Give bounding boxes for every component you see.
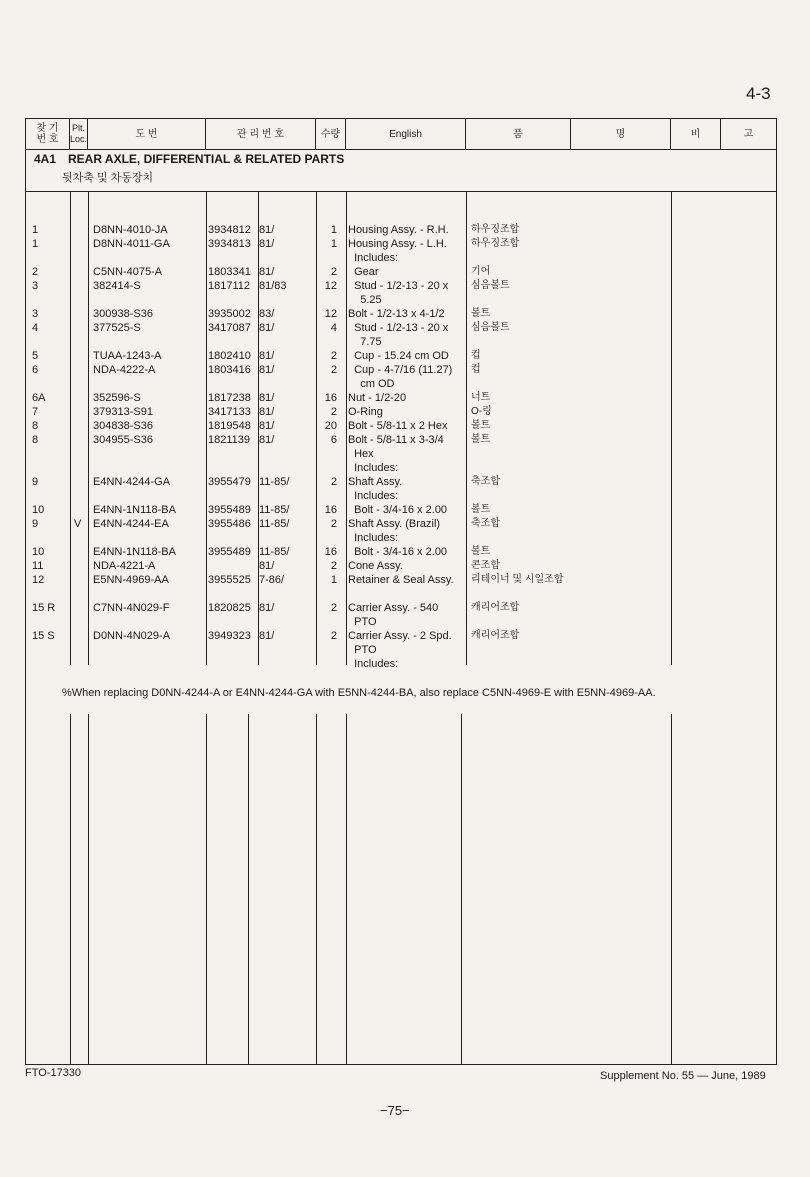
table-row [26, 629, 776, 643]
header-drawing-no: 도 번 [88, 119, 206, 149]
cell-qty: 20 [324, 420, 337, 432]
cell-mng: 1802410 [208, 350, 251, 362]
cell-qty: 16 [324, 392, 337, 404]
cell-part: 304838-S36 [93, 420, 153, 432]
cell-qty: 16 [324, 504, 337, 516]
cell-kr: 볼트 [471, 504, 491, 515]
cell-mng: 3955489 [208, 504, 251, 516]
cell-date: 81/ [259, 322, 275, 334]
cell-part: D8NN-4011-GA [93, 238, 170, 250]
cell-en: 5.25 [348, 294, 382, 306]
table-row [26, 279, 776, 293]
cell-qty: 12 [324, 308, 337, 320]
cell-part: TUAA-1243-A [93, 350, 162, 362]
cell-mng: 3949323 [208, 630, 251, 642]
cell-qty: 1 [330, 238, 337, 250]
cell-mng: 3935002 [208, 308, 251, 320]
section-divider [26, 191, 776, 192]
cell-qty: 2 [330, 560, 337, 572]
cell-en: PTO [348, 616, 377, 628]
page-number: 4-3 [746, 84, 771, 103]
cell-kr: 볼트 [471, 434, 491, 445]
cell-part: 300938-S36 [93, 308, 153, 320]
header-remark-1: 비 [671, 119, 721, 149]
cell-date: 11-85/ [259, 518, 290, 530]
cell-en: Includes: [348, 252, 399, 264]
cell-part: NDA-4221-A [93, 560, 156, 572]
cell-en: Nut - 1/2-20 [348, 392, 407, 404]
cell-no: 11 [32, 560, 44, 572]
section-code: 4A1 [34, 152, 57, 166]
cell-qty: 2 [330, 518, 337, 530]
cell-kr: 컵 [471, 350, 481, 361]
cell-en: Bolt - 3/4-16 x 2.00 [348, 546, 448, 558]
table-row [26, 223, 776, 237]
supplement-info: Supplement No. 55 — June, 1989 [600, 1070, 766, 1082]
cell-date: 81/ [259, 434, 275, 446]
cell-no: 2 [32, 266, 39, 278]
cell-no: 1 [32, 238, 39, 250]
cell-en: cm OD [348, 378, 395, 390]
cell-mng: 3955525 [208, 574, 251, 586]
table-row [26, 377, 776, 391]
cell-kr: 볼트 [471, 546, 491, 557]
cell-kr: 리테이너 및 시일조합 [471, 574, 564, 585]
cell-qty: 2 [330, 266, 337, 278]
cell-en: Hex [348, 448, 374, 460]
cell-date: 81/ [259, 350, 275, 362]
cell-mng: 3955479 [208, 476, 251, 488]
table-row [26, 657, 776, 671]
cell-qty: 2 [330, 630, 337, 642]
cell-qty: 2 [330, 406, 337, 418]
cell-date: 81/ [259, 364, 275, 376]
cell-no: 15 R [32, 602, 56, 614]
cell-qty: 12 [324, 280, 337, 292]
table-row [26, 517, 776, 531]
col-rule [316, 714, 317, 1064]
table-row [26, 545, 776, 559]
cell-kr: 축조합 [471, 476, 500, 487]
cell-part: 382414-S [93, 280, 141, 292]
cell-en: Housing Assy. - R.H. [348, 224, 449, 236]
cell-qty: 2 [330, 350, 337, 362]
header-remark-2: 고 [743, 128, 754, 140]
cell-part: D0NN-4N029-A [93, 630, 171, 642]
cell-no: 6A [32, 392, 46, 404]
table-row [26, 559, 776, 573]
cell-date: 11-85/ [259, 546, 290, 558]
cell-no: 3 [32, 280, 39, 292]
cell-en: Carrier Assy. - 540 [348, 602, 439, 614]
table-row [26, 643, 776, 657]
table-row [26, 391, 776, 405]
cell-no: 7 [32, 406, 39, 418]
cell-no: 5 [32, 350, 39, 362]
cell-date: 81/ [259, 238, 275, 250]
cell-date: 81/83 [259, 280, 287, 292]
table-row [26, 321, 776, 335]
cell-date: 7-86/ [259, 574, 285, 586]
folio: −75− [380, 1103, 410, 1118]
table-row [26, 237, 776, 251]
cell-no: 1 [32, 224, 39, 236]
cell-qty: 2 [330, 476, 337, 488]
cell-kr: 볼트 [471, 308, 491, 319]
cell-mng: 1803416 [208, 364, 251, 376]
header-find-no: 찾 기 번 호 [26, 119, 70, 149]
cell-en: PTO [348, 644, 377, 656]
table-row [26, 419, 776, 433]
col-rule [461, 714, 462, 1064]
cell-part: E4NN-1N118-BA [93, 546, 176, 558]
cell-date: 81/ [259, 420, 275, 432]
cell-part: NDA-4222-A [93, 364, 156, 376]
cell-kr: 기어 [471, 266, 491, 277]
cell-en: Stud - 1/2-13 - 20 x [348, 322, 449, 334]
cell-date: 81/ [259, 630, 275, 642]
cell-part: 379313-S91 [93, 406, 153, 418]
cell-date: 11-85/ [259, 504, 290, 516]
table-row [26, 489, 776, 503]
table-row [26, 293, 776, 307]
col-rule [206, 714, 207, 1064]
table-row [26, 531, 776, 545]
table-row [26, 461, 776, 475]
table-row [26, 475, 776, 489]
table-row [26, 405, 776, 419]
cell-kr: 하우징조합 [471, 224, 520, 235]
cell-qty: 4 [330, 322, 337, 334]
table-row [26, 615, 776, 629]
header-mgmt-no: 관 리 번 호 [206, 119, 316, 149]
col-rule [346, 714, 347, 1064]
replacement-note: %When replacing D0NN-4244-A or E4NN-4244-GA with E5NN-4244-BA, also replace C5NN-4969-E with E5NN-4969-AA. [62, 687, 656, 699]
cell-kr: 캐리어조합 [471, 630, 520, 641]
cell-en: Includes: [348, 462, 399, 474]
cell-date: 11-85/ [259, 476, 290, 488]
cell-mng: 1821139 [208, 434, 251, 446]
section-subtitle: 뒷차축 및 차동장치 [62, 172, 154, 184]
cell-mng: 3934812 [208, 224, 251, 236]
cell-en: Cone Assy. [348, 560, 403, 572]
cell-no: 3 [32, 308, 39, 320]
section-heading [34, 152, 344, 166]
cell-part: E5NN-4969-AA [93, 574, 169, 586]
cell-en: Carrier Assy. - 2 Spd. [348, 630, 452, 642]
cell-en: O-Ring [348, 406, 383, 418]
cell-kr: 컵 [471, 364, 481, 375]
cell-date: 81/ [259, 266, 275, 278]
cell-part: 304955-S36 [93, 434, 153, 446]
cell-en: Stud - 1/2-13 - 20 x [348, 280, 449, 292]
cell-qty: 1 [330, 574, 337, 586]
cell-en: Housing Assy. - L.H. [348, 238, 447, 250]
cell-mng: 3955486 [208, 518, 251, 530]
cell-no: 15 S [32, 630, 55, 642]
header-korean-2: 명 [571, 119, 671, 149]
cell-qty: 16 [324, 546, 337, 558]
cell-no: 6 [32, 364, 39, 376]
table-row [26, 307, 776, 321]
cell-mng: 3955489 [208, 546, 251, 558]
cell-en: Retainer & Seal Assy. [348, 574, 454, 586]
form-number: FTO-17330 [25, 1067, 82, 1079]
col-rule [70, 714, 71, 1064]
cell-en: Includes: [348, 658, 399, 670]
col-rule [248, 714, 249, 1064]
header-plt-loc: Plt. Loc. [70, 119, 88, 149]
header-korean-1: 품 [466, 119, 571, 149]
cell-mng: 3417087 [208, 322, 251, 334]
cell-part: 377525-S [93, 322, 141, 334]
cell-part: E4NN-4244-GA [93, 476, 171, 488]
cell-v: V [74, 518, 82, 530]
table-header [26, 119, 776, 150]
cell-kr: 콘조합 [471, 560, 500, 571]
cell-qty: 1 [330, 224, 337, 236]
table-row [26, 573, 776, 587]
cell-kr: O-링 [471, 406, 492, 417]
cell-en: 7.75 [348, 336, 382, 348]
table-row [26, 335, 776, 349]
col-rule [88, 714, 89, 1064]
cell-en: Shaft Assy. (Brazil) [348, 518, 441, 530]
table-row [26, 503, 776, 517]
cell-kr: 너트 [471, 392, 491, 403]
cell-date: 81/ [259, 560, 275, 572]
cell-en: Includes: [348, 490, 399, 502]
cell-part: E4NN-1N118-BA [93, 504, 176, 516]
cell-date: 81/ [259, 602, 275, 614]
cell-no: 9 [32, 476, 39, 488]
cell-kr: 볼트 [471, 420, 491, 431]
table-row [26, 447, 776, 461]
table-row [26, 433, 776, 447]
cell-no: 10 [32, 546, 45, 558]
cell-kr: 캐리어조합 [471, 602, 520, 613]
cell-en: Gear [348, 266, 379, 278]
cell-en: Bolt - 3/4-16 x 2.00 [348, 504, 448, 516]
table-row [26, 363, 776, 377]
cell-no: 8 [32, 420, 39, 432]
cell-part: 352596-S [93, 392, 141, 404]
cell-date: 83/ [259, 308, 275, 320]
parts-table [25, 118, 777, 1065]
col-rule [671, 714, 672, 1064]
cell-kr: 심음볼트 [471, 322, 510, 333]
cell-mng: 1803341 [208, 266, 251, 278]
cell-kr: 심음볼트 [471, 280, 510, 291]
cell-part: E4NN-4244-EA [93, 518, 169, 530]
cell-date: 81/ [259, 406, 275, 418]
cell-no: 10 [32, 504, 45, 516]
table-row [26, 251, 776, 265]
cell-kr: 하우징조합 [471, 238, 520, 249]
cell-en: Cup - 4-7/16 (11.27) [348, 364, 453, 376]
cell-date: 81/ [259, 392, 275, 404]
cell-en: Bolt - 5/8-11 x 2 Hex [348, 420, 448, 432]
cell-en: Bolt - 1/2-13 x 4-1/2 [348, 308, 445, 320]
cell-qty: 2 [330, 602, 337, 614]
cell-no: 8 [32, 434, 39, 446]
cell-mng: 1820825 [208, 602, 251, 614]
cell-kr: 축조합 [471, 518, 500, 529]
cell-no: 12 [32, 574, 45, 586]
table-row [26, 601, 776, 615]
cell-mng: 1817112 [208, 280, 251, 292]
cell-en: Includes: [348, 532, 399, 544]
cell-mng: 3934813 [208, 238, 251, 250]
cell-date: 81/ [259, 224, 275, 236]
cell-mng: 1819548 [208, 420, 251, 432]
cell-part: C5NN-4075-A [93, 266, 163, 278]
header-qty: 수량 [316, 119, 346, 149]
cell-qty: 6 [330, 434, 337, 446]
cell-no: 9 [32, 518, 39, 530]
cell-qty: 2 [330, 364, 337, 376]
table-row [26, 349, 776, 363]
table-row [26, 265, 776, 279]
section-title: REAR AXLE, DIFFERENTIAL & RELATED PARTS [68, 152, 345, 166]
cell-no: 4 [32, 322, 39, 334]
cell-en: Shaft Assy. [348, 476, 403, 488]
cell-part: C7NN-4N029-F [93, 602, 170, 614]
cell-en: Bolt - 5/8-11 x 3-3/4 [348, 434, 444, 446]
cell-en: Cup - 15.24 cm OD [348, 350, 449, 362]
header-english: English [346, 119, 466, 149]
cell-mng: 1817238 [208, 392, 251, 404]
cell-mng: 3417133 [208, 406, 251, 418]
table-row [26, 587, 776, 601]
cell-part: D8NN-4010-JA [93, 224, 168, 236]
